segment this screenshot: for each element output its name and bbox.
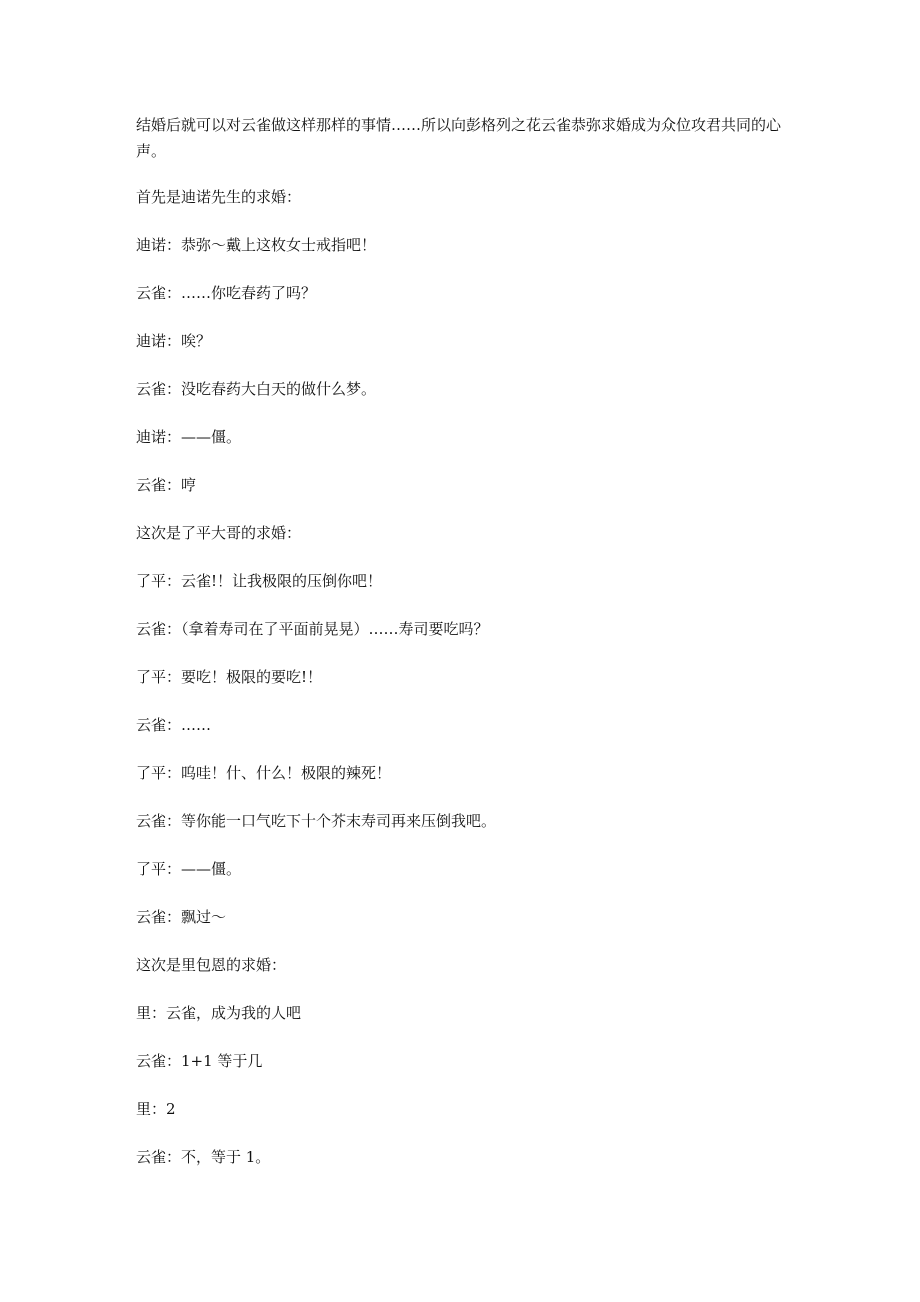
dialogue-line: 云雀：（拿着寿司在了平面前晃晃）……寿司要吃吗？ <box>136 620 489 638</box>
dialogue-line: 云雀：哼 <box>136 476 197 494</box>
section-heading-ryohei: 这次是了平大哥的求婚： <box>136 524 302 542</box>
dialogue-line: 了平：——僵。 <box>136 860 242 878</box>
dialogue-line: 迪诺：恭弥～戴上这枚女士戒指吧！ <box>136 236 377 254</box>
dialogue-line: 云雀：1+1 等于几 <box>136 1052 263 1070</box>
dialogue-line: 里：2 <box>136 1100 176 1118</box>
dialogue-line: 迪诺：唉？ <box>136 332 212 350</box>
intro-paragraph: 结婚后就可以对云雀做这样那样的事情……所以向彭格列之花云雀恭弥求婚成为众位攻君共同的心声。 <box>136 116 782 160</box>
dialogue-line: 了平：呜哇！什、什么！极限的辣死！ <box>136 764 392 782</box>
dialogue-line: 迪诺：——僵。 <box>136 428 242 446</box>
dialogue-line: 云雀：…… <box>136 716 212 734</box>
dialogue-line: 云雀：等你能一口气吃下十个芥末寿司再来压倒我吧。 <box>136 812 497 830</box>
section-heading-reborn: 这次是里包恩的求婚： <box>136 956 287 974</box>
dialogue-line: 云雀：不，等于 1。 <box>136 1148 271 1166</box>
section-heading-dino: 首先是迪诺先生的求婚： <box>136 188 302 206</box>
dialogue-line: 云雀：……你吃春药了吗？ <box>136 284 317 302</box>
dialogue-line: 里：云雀，成为我的人吧 <box>136 1004 302 1022</box>
dialogue-line: 云雀：没吃春药大白天的做什么梦。 <box>136 380 377 398</box>
dialogue-line: 了平：要吃！极限的要吃!！ <box>136 668 323 686</box>
document-body <box>136 112 796 1192</box>
dialogue-line: 云雀：飘过～ <box>136 908 227 926</box>
dialogue-line: 了平：云雀!！让我极限的压倒你吧！ <box>136 572 383 590</box>
